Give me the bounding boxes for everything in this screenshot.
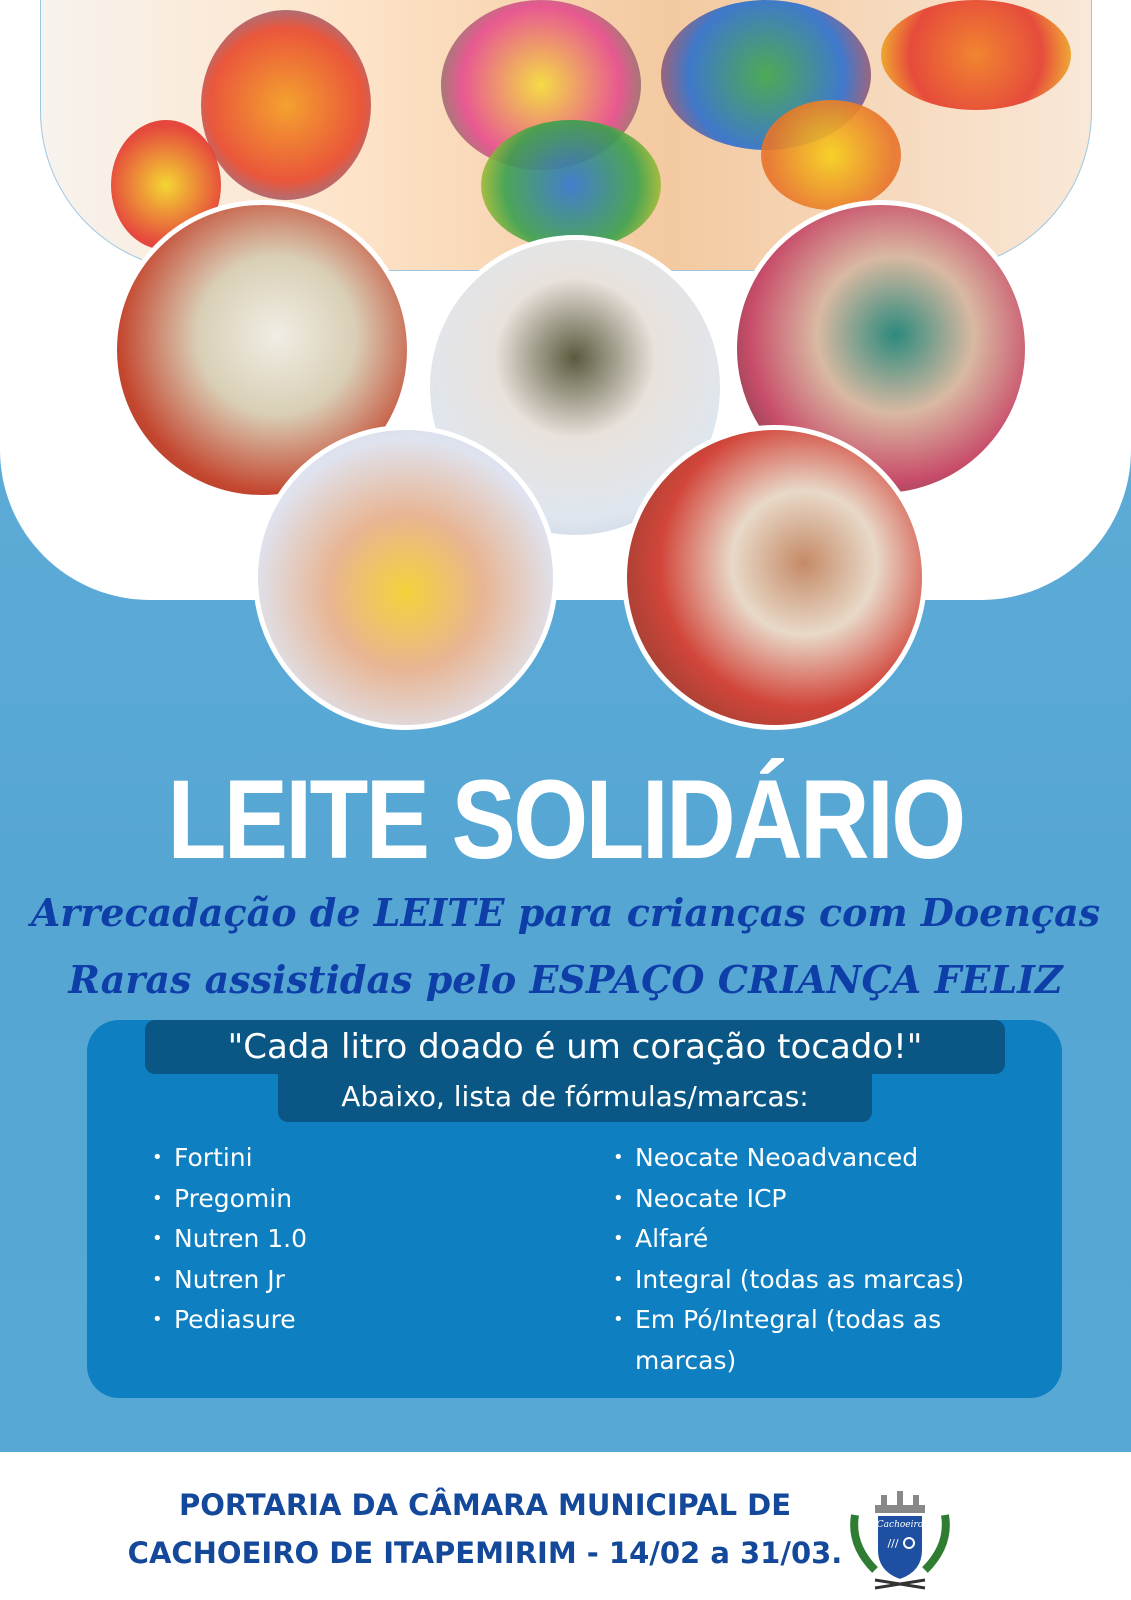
svg-text:///: /// <box>887 1537 899 1550</box>
footer <box>0 1452 1131 1600</box>
quote-banner: "Cada litro doado é um coração tocado!" <box>145 1020 1005 1074</box>
list-item: • Integral (todas as marcas) <box>613 1260 1013 1301</box>
list-item: • Em Pó/Integral (todas as marcas) <box>613 1300 1013 1381</box>
list-item: • Neocate ICP <box>613 1179 1013 1220</box>
subtitle-line-2: Raras assistidas pelo ESPAÇO CRIANÇA FELIZ <box>68 957 1063 1002</box>
list-item: • Fortini <box>152 1138 552 1179</box>
list-item: • Nutren Jr <box>152 1260 552 1301</box>
page-title: LEITE SOLIDÁRIO <box>167 757 964 882</box>
list-item: • Pregomin <box>152 1179 552 1220</box>
svg-text:Cachoeiro: Cachoeiro <box>876 1520 924 1530</box>
footer-line-2: CACHOEIRO DE ITAPEMIRIM - 14/02 a 31/03. <box>127 1536 843 1570</box>
formula-list-left <box>152 1138 552 1341</box>
formula-list-right <box>613 1138 1013 1381</box>
coat-of-arms-logo <box>845 1485 955 1590</box>
list-item: • Alfaré <box>613 1219 1013 1260</box>
footer-line-1: PORTARIA DA CÂMARA MUNICIPAL DE <box>178 1488 792 1522</box>
list-heading: Abaixo, lista de fórmulas/marcas: <box>278 1074 872 1122</box>
list-item: • Pediasure <box>152 1300 552 1341</box>
photo-boy-with-ninho <box>253 425 558 730</box>
photo-boy-with-milk-boxes <box>622 425 927 730</box>
list-item: • Neocate Neoadvanced <box>613 1138 1013 1179</box>
subtitle-line-1: Arrecadação de LEITE para crianças com Doenças <box>30 890 1101 935</box>
list-item: • Nutren 1.0 <box>152 1219 552 1260</box>
